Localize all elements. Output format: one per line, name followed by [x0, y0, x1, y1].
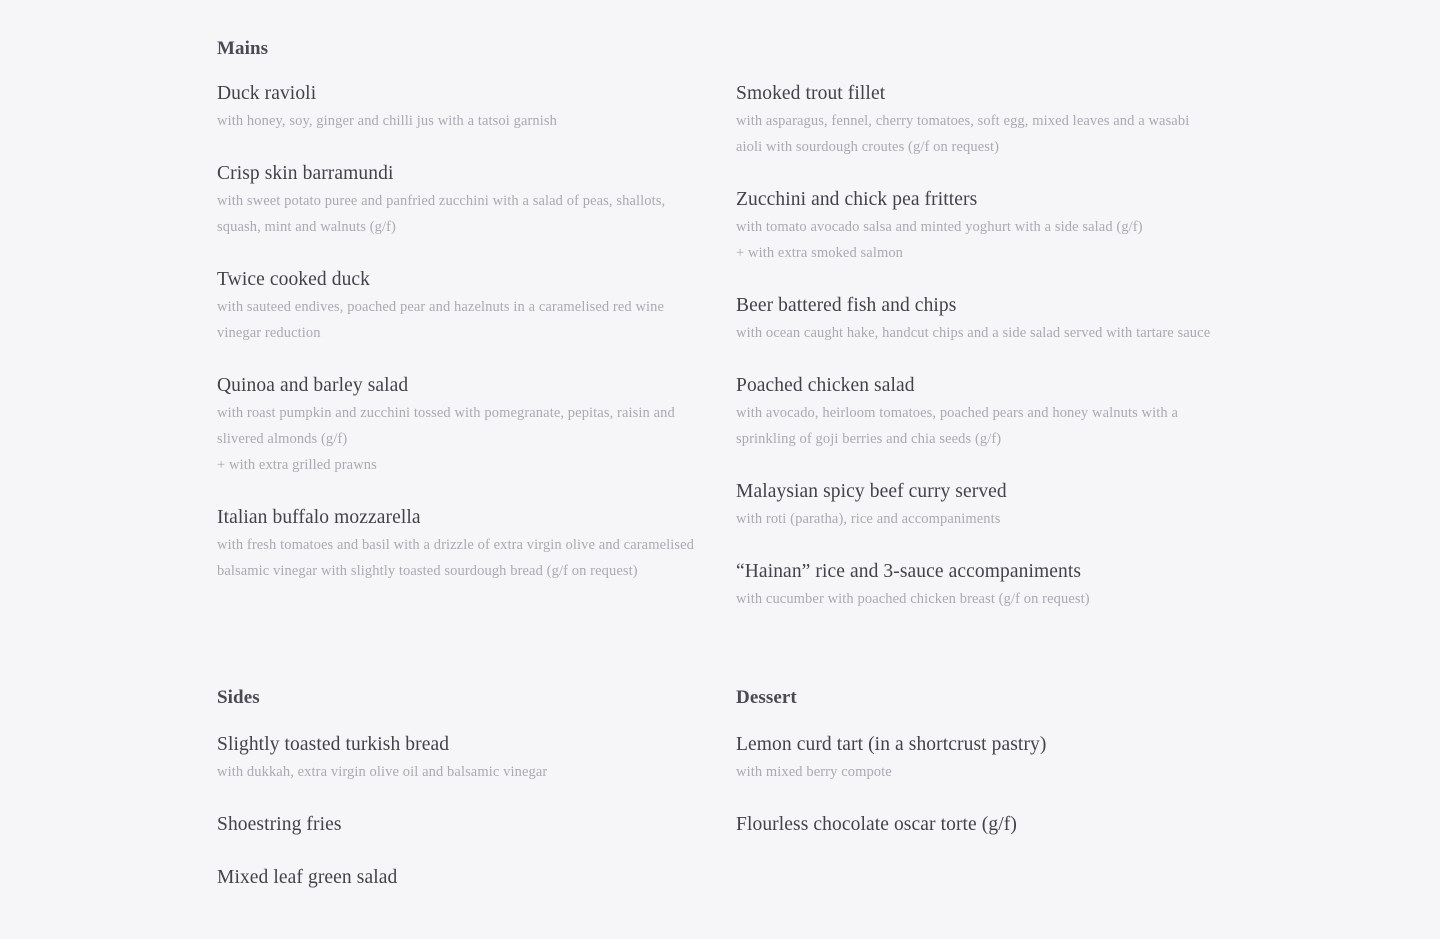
dish-extra-option: + with extra grilled prawns [217, 457, 377, 473]
dish-name: Poached chicken salad [736, 375, 915, 396]
menu-item[interactable] [217, 811, 697, 838]
dessert-list [736, 731, 1216, 838]
menu-item[interactable] [217, 504, 697, 584]
dish-description: with sweet potato puree and panfried zucchini with a salad of peas, shallots, squash, mint and walnuts (g/f) [217, 193, 666, 235]
dish-description: with roti (paratha), rice and accompaniments [736, 511, 1001, 527]
mains-column-left [217, 0, 697, 612]
dish-name: “Hainan” rice and 3-sauce accompaniments [736, 561, 1082, 582]
dish-name: Shoestring fries [217, 814, 342, 835]
menu-item[interactable] [736, 292, 1216, 346]
menu-item[interactable] [736, 731, 1216, 785]
dish-name: Slightly toasted turkish bread [217, 734, 450, 755]
mains-left-list [217, 80, 697, 584]
dish-name: Crisp skin barramundi [217, 163, 394, 184]
dish-name: Italian buffalo mozzarella [217, 507, 421, 528]
dish-description: with avocado, heirloom tomatoes, poached pears and honey walnuts with a sprinkling of goji berries and chia seeds (g/f) [736, 405, 1178, 447]
menu-item[interactable] [217, 160, 697, 240]
sides-section [217, 685, 697, 917]
dish-name: Duck ravioli [217, 83, 317, 104]
dish-name: Lemon curd tart (in a shortcrust pastry) [736, 734, 1047, 755]
dish-name: Twice cooked duck [217, 269, 371, 290]
dessert-section [736, 685, 1216, 917]
dish-name: Flourless chocolate oscar torte (g/f) [736, 814, 1017, 835]
section-heading-dessert: Dessert [736, 687, 797, 708]
menu-item[interactable] [736, 558, 1216, 612]
sides-list [217, 731, 697, 891]
dish-description: with sauteed endives, poached pear and hazelnuts in a caramelised red wine vinegar reduction [217, 299, 665, 341]
mains-right-list [736, 80, 1216, 612]
dish-description: with cucumber with poached chicken breast (g/f on request) [736, 591, 1090, 607]
dish-description: with fresh tomatoes and basil with a drizzle of extra virgin olive and caramelised balsamic vinegar with slightly toasted sourdough bread (g/f on request) [217, 537, 695, 579]
menu-item[interactable] [736, 372, 1216, 452]
dish-description: with tomato avocado salsa and minted yoghurt with a side salad (g/f) [736, 219, 1143, 235]
menu-item[interactable] [736, 186, 1216, 266]
menu-item[interactable] [736, 478, 1216, 532]
dish-description: with asparagus, fennel, cherry tomatoes, soft egg, mixed leaves and a wasabi aioli with sourdough croutes (g/f on request) [736, 113, 1190, 155]
dish-name: Zucchini and chick pea fritters [736, 189, 978, 210]
dish-name: Smoked trout fillet [736, 83, 886, 104]
dish-description: with honey, soy, ginger and chilli jus with a tatsoi garnish [217, 113, 557, 129]
dish-name: Malaysian spicy beef curry served [736, 481, 1007, 502]
mains-column-right [736, 0, 1216, 612]
dish-name: Beer battered fish and chips [736, 295, 957, 316]
menu-item[interactable] [217, 372, 697, 478]
dish-description: with mixed berry compote [736, 764, 892, 780]
mains-section [217, 0, 1217, 612]
menu-item[interactable] [217, 864, 697, 891]
section-heading-sides: Sides [217, 687, 260, 708]
menu-item[interactable] [736, 811, 1216, 838]
menu-item[interactable] [217, 266, 697, 346]
dish-name: Quinoa and barley salad [217, 375, 409, 396]
dish-description: with roast pumpkin and zucchini tossed with pomegranate, pepitas, raisin and slivered almonds (g/f) [217, 405, 675, 447]
menu-item[interactable] [217, 731, 697, 785]
lower-sections [217, 685, 1217, 917]
dish-name: Mixed leaf green salad [217, 867, 398, 888]
section-heading-mains: Mains [217, 38, 269, 59]
menu-item[interactable] [736, 80, 1216, 160]
dish-description: with dukkah, extra virgin olive oil and balsamic vinegar [217, 764, 548, 780]
dish-description: with ocean caught hake, handcut chips and a side salad served with tartare sauce [736, 325, 1211, 341]
menu-item[interactable] [217, 80, 697, 134]
dish-extra-option: + with extra smoked salmon [736, 245, 904, 261]
